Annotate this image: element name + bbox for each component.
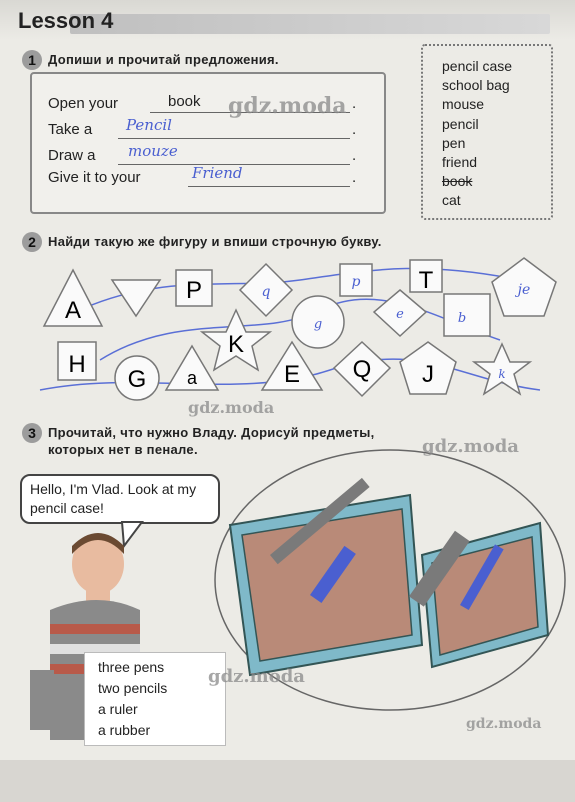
shape-handwritten-letter: e (396, 307, 404, 322)
shapes-area (0, 250, 575, 420)
shape-handwritten-letter: k (498, 367, 506, 381)
task-3-number: 3 (22, 423, 42, 443)
sentence-2-suffix: . (352, 121, 357, 138)
task-2-instruction: Найди такую же фигуру и впиши строчную букву. (48, 234, 382, 249)
shape-handwritten-letter: q (261, 284, 271, 300)
watermark-text: gdz.moda (466, 716, 542, 732)
lesson-title: Lesson 4 (18, 8, 114, 33)
word-bank-item-crossed: book (442, 173, 473, 189)
watermark-text: gdz.moda (208, 666, 305, 687)
sentence-1-prefix: Open your (48, 95, 119, 112)
watermark-text: gdz.moda (228, 93, 347, 119)
word-bank-item: cat (442, 192, 461, 208)
answer-line-4 (188, 186, 350, 187)
shape-letter: A (64, 297, 82, 324)
word-bank-item: friend (442, 154, 478, 170)
word-bank-item: pen (442, 135, 466, 151)
needed-item: a ruler (98, 701, 138, 717)
sentence-1-suffix: . (352, 95, 357, 112)
needed-item: a rubber (98, 722, 151, 738)
speech-bubble: Hello, I'm Vlad. Look at my pencil case! (20, 474, 220, 524)
square-shape (444, 294, 490, 336)
sentence-3-prefix: Draw a (48, 147, 96, 164)
word-bank-item: mouse (442, 96, 485, 112)
shape-letter: Q (352, 356, 372, 383)
task-3-instruction-line-1: Прочитай, что нужно Владу. Дорисуй предметы, (48, 425, 375, 440)
sentence-1 (48, 95, 118, 112)
sentence-3-suffix: . (352, 147, 357, 164)
page-bottom-edge (0, 760, 575, 802)
needed-item: two pencils (98, 680, 168, 696)
shape-letter: P (185, 277, 203, 304)
word-bank-item: pencil case (442, 58, 513, 74)
sentence-2 (48, 121, 92, 138)
shape-letter: G (127, 366, 147, 393)
task-1-number: 1 (22, 50, 42, 70)
shape-letter: T (418, 267, 434, 294)
sentence-2-prefix: Take a (48, 121, 93, 138)
answer-line-2 (118, 138, 350, 139)
watermark-text: gdz.moda (422, 436, 519, 457)
inverted-triangle-shape (112, 280, 160, 316)
shape-letter: J (422, 361, 434, 388)
sentence-2-answer: Pencil (126, 116, 172, 134)
title-bar (70, 14, 550, 34)
sentence-3-answer: mouze (128, 142, 178, 160)
shape-handwritten-letter: je (517, 282, 531, 298)
shape-handwritten-letter: b (457, 311, 467, 326)
shape-letter: H (68, 351, 86, 378)
sentence-4-prefix: Give it to your (48, 169, 141, 186)
sentence-4-suffix: . (352, 169, 357, 186)
shape-handwritten-letter: g (313, 317, 323, 332)
watermark-text: gdz.moda (188, 398, 275, 417)
task-1-instruction: Допиши и прочитай предложения. (48, 52, 279, 67)
sentence-1-answer: book (168, 93, 201, 110)
sentence-4-answer: Friend (192, 164, 243, 182)
sentence-4 (48, 169, 141, 186)
shape-letter: a (186, 368, 198, 388)
task-2-number: 2 (22, 232, 42, 252)
word-bank-item: pencil (442, 116, 479, 132)
needed-item: three pens (98, 659, 165, 675)
shape-handwritten-letter: p (351, 274, 361, 290)
shape-letter: K (227, 331, 245, 358)
sentence-3 (48, 147, 96, 164)
task-3-instruction-line-2: которых нет в пенале. (48, 442, 198, 457)
word-bank-item: school bag (442, 77, 510, 93)
shape-letter: E (283, 361, 301, 388)
